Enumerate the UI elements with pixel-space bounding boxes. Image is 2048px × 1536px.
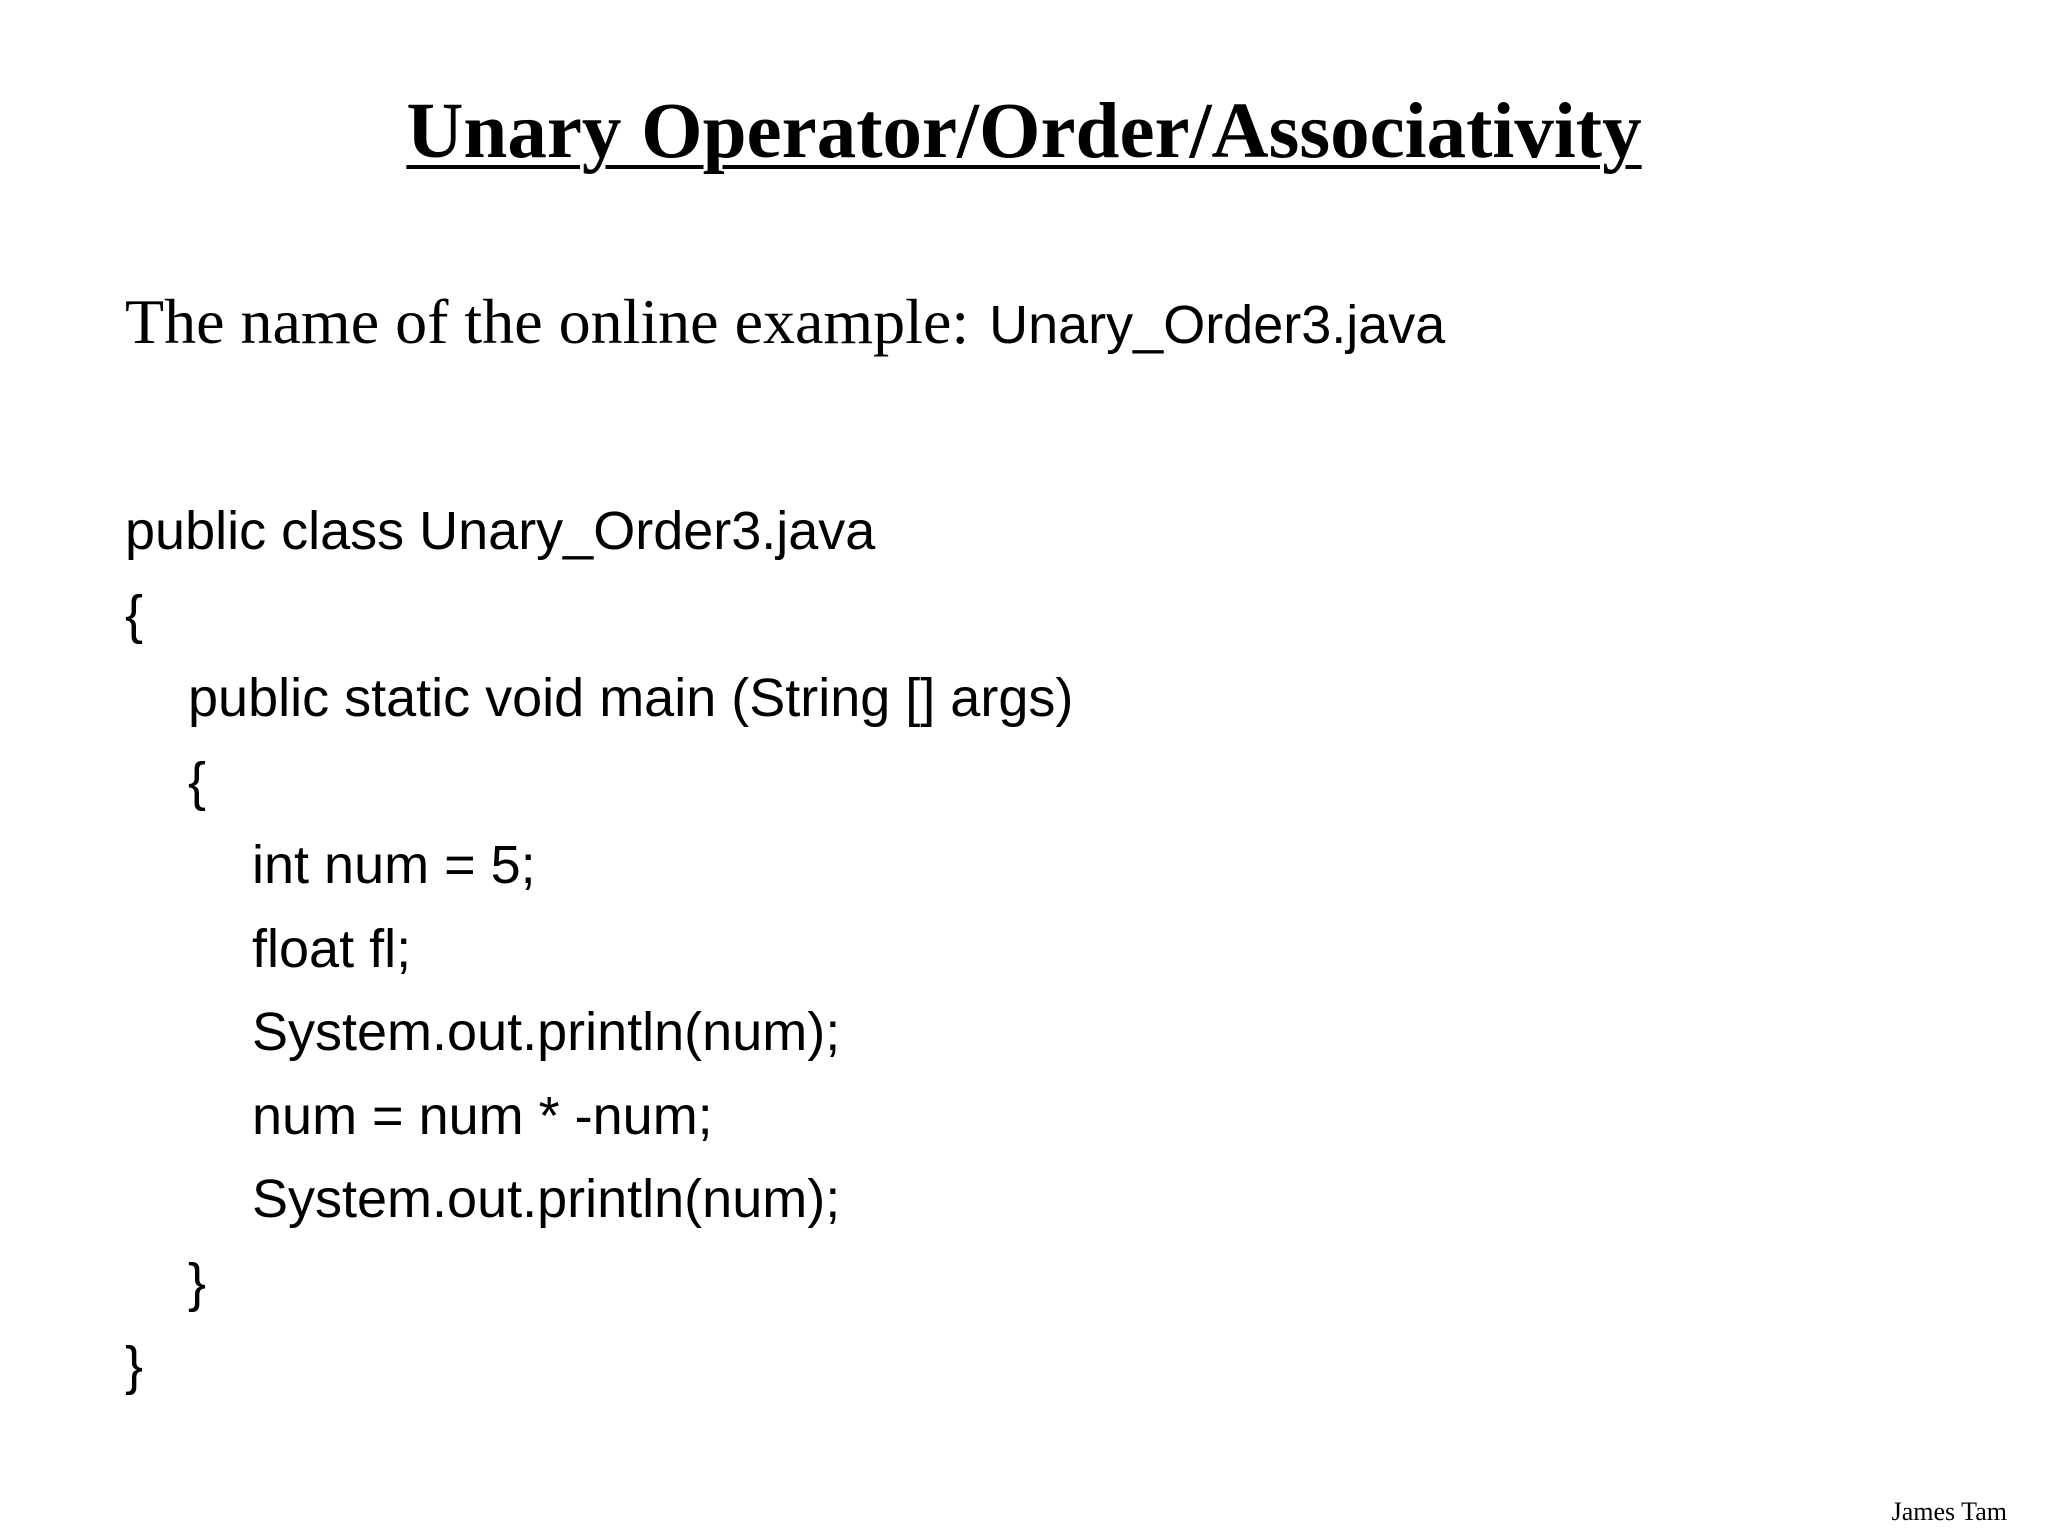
code-line: }: [188, 1252, 207, 1313]
code-line: int num = 5;: [252, 835, 536, 895]
code-line: public static void main (String [] args): [188, 668, 1074, 728]
code-block: [125, 490, 1073, 1409]
code-line: System.out.println(num);: [252, 1169, 841, 1229]
code-line: {: [125, 584, 144, 645]
code-line: float fl;: [252, 918, 412, 979]
code-line: System.out.println(num);: [252, 1002, 841, 1062]
code-line: num = num * -num;: [252, 1085, 713, 1146]
slide-title: Unary Operator/Order/Associativity: [406, 88, 1642, 175]
intro-text: The name of the online example:: [125, 286, 970, 357]
example-intro: [125, 282, 1445, 379]
code-line: {: [188, 751, 207, 812]
author-footer: James Tam: [1891, 1497, 2007, 1526]
code-line: public class Unary_Order3.java: [125, 501, 876, 561]
code-line: }: [125, 1336, 144, 1396]
example-filename: Unary_Order3.java: [989, 295, 1446, 355]
